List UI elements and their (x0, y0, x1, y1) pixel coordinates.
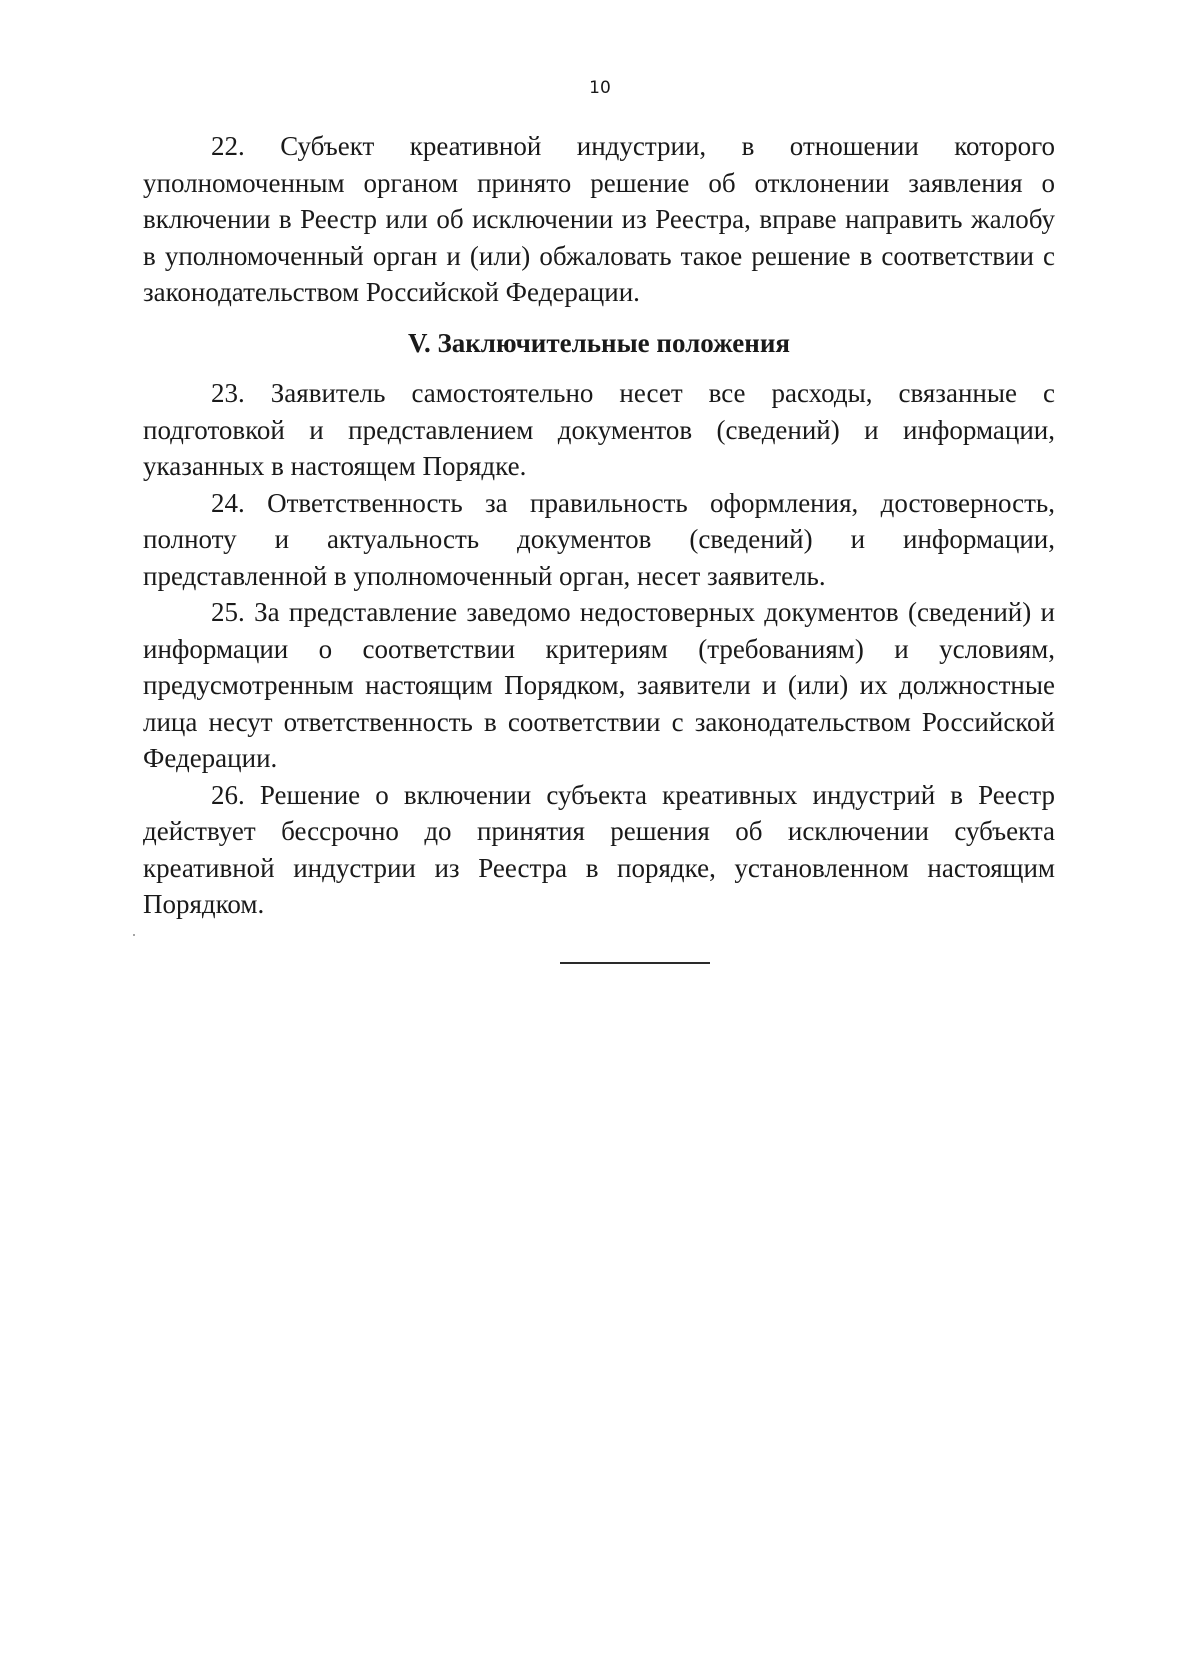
scan-artifact (133, 934, 135, 936)
paragraph-23: 23. Заявитель самостоятельно несет все расходы, связанные с подготовкой и представлением документов (сведений) и информации, указанных в настоящем Порядке. (143, 378, 1055, 481)
paragraph-25: 25. За представление заведомо недостоверных документов (сведений) и информации о соответствии критериям (требованиям) и условиям, предусмотренным настоящим Порядком, заявители и (или) их должностные лица несут ответственность в соответствии с законодательством Российской Федерации. (143, 597, 1055, 773)
end-of-document-rule (560, 962, 710, 964)
document-body (143, 128, 1055, 923)
page-number: 10 (589, 78, 611, 98)
section-heading: V. Заключительные положения (407, 327, 790, 358)
paragraph-22: 22. Субъект креативной индустрии, в отношении которого уполномоченным органом принято решение об отклонении заявления о включении в Реестр или об исключении из Реестра, вправе направить жалобу в уполномоченный орган и (или) обжаловать такое решение в соответствии с законодательством Российской Федерации. (143, 131, 1055, 307)
paragraph-26: 26. Решение о включении субъекта креативных индустрий в Реестр действует бессрочно до принятия решения об исключении субъекта креативной индустрии из Реестра в порядке, установленном настоящим Порядком. (143, 779, 1055, 919)
paragraph-24: 24. Ответственность за правильность оформления, достоверность, полноту и актуальность документов (сведений) и информации, представленной в уполномоченный орган, несет заявитель. (143, 487, 1055, 591)
